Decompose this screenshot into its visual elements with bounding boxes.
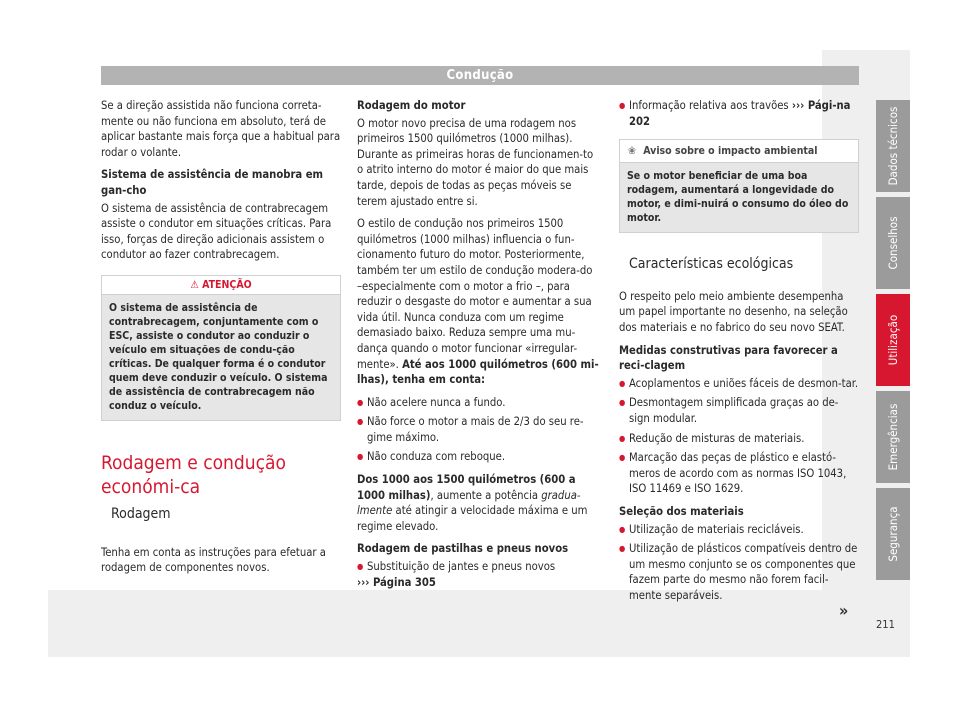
- paragraph-italic: gradua-lmente: [357, 488, 581, 518]
- list-item: ● Não force o motor a mais de 2/3 do seu re-gime máximo.: [357, 414, 599, 445]
- paragraph: O sistema de assistência de contrabrecagem assiste o condutor em situações críticas. Para isso, forças de direção adicionais assistem o condutor ao fazer contrabrecagem.: [101, 201, 332, 262]
- subheading: Rodagem do motor: [357, 99, 466, 112]
- page-reference-link[interactable]: ››› Página 305: [357, 575, 436, 589]
- tab-emergencias[interactable]: Emergências: [876, 391, 910, 483]
- column-2: [357, 98, 599, 594]
- paragraph-text: O estilo de condução nos primeiros 1500 quilómetros (1000 milhas) influencia o fun-cionamento futuro do motor. Posteriormente, também ter um estilo de condução modera-do –especialmente com o motor a frio –, para reduzir o desgaste do motor e aumentar a sua vida útil. Nunca conduza com um regime demasiado baixo. Reduza sempre uma mu-dança quando o motor funcionar «irregular-mente».: [357, 217, 593, 371]
- list-item: [619, 98, 859, 129]
- environment-notice-title: Aviso sobre o impacto ambiental: [643, 145, 818, 158]
- leaf-icon: ❀: [628, 145, 636, 158]
- paragraph: [357, 216, 599, 388]
- paragraph: O motor novo precisa de uma rodagem nos primeiros 1500 quilómetros (1000 milhas). Durante as primeiras horas de funcionamen-to o atrito interno do motor é maior do que mais tarde, depois de todas as peças móveis se terem ajustado entre si.: [357, 116, 594, 208]
- list-item: ● Não conduza com reboque.: [357, 449, 599, 465]
- list-item: ● Marcação das peças de plástico e elastó-meros de acordo com as normas ISO 1043, ISO 11469 e ISO 1629.: [619, 450, 859, 497]
- section-title: Características ecológicas: [629, 256, 794, 273]
- subheading: Rodagem de pastilhas e pneus novos: [357, 542, 569, 556]
- section-subtitle: Rodagem: [111, 505, 171, 522]
- warning-box: [101, 275, 341, 421]
- chapter-header: Condução: [101, 66, 859, 85]
- page-reference-link[interactable]: ››› Pági-na 202: [629, 99, 851, 128]
- subheading: Medidas construtivas para favorecer a reci-clagem: [619, 343, 838, 373]
- list-item: [357, 559, 599, 590]
- tab-conselhos[interactable]: Conselhos: [876, 197, 910, 289]
- warning-text: O sistema de assistência de contrabrecagem, conjuntamente com o ESC, assiste o condutor ao conduzir o veículo em situações de condu-ção críticas. De qualquer forma é o condutor quem deve conduzir o veículo. O sistema de assistência de contrabrecagem não conduz o veículo.: [109, 301, 328, 412]
- list-item-text: Substituição de jantes e pneus novos: [367, 560, 556, 574]
- paragraph-bold: Até aos 1000 quilómetros (600 mi-lhas), tenha em conta:: [357, 357, 599, 387]
- list-item: ● Desmontagem simplificada graças ao de-sign modular.: [619, 395, 859, 426]
- continue-mark: »: [839, 601, 849, 620]
- paragraph: O respeito pelo meio ambiente desempenha um papel importante no desenho, na seleção dos materiais e no fabrico do seu novo SEAT.: [619, 289, 848, 334]
- paragraph: Se a direção assistida não funciona correta-mente ou não funciona em absoluto, terá de aplicar bastante mais força que a habitual para rodar o volante.: [101, 99, 341, 159]
- environment-notice-header: [620, 140, 858, 163]
- paragraph: Tenha em conta as instruções para efetuar a rodagem de componentes novos.: [101, 545, 326, 575]
- environment-notice-text: Se o motor beneficiar de uma boa rodagem, aumentará a longevidade do motor, e dimi-nuirá o consumo do óleo do motor.: [627, 170, 849, 225]
- warning-title: ATENÇÃO: [202, 278, 252, 291]
- column-1: [101, 98, 341, 583]
- list-item: ● Redução de misturas de materiais.: [619, 431, 859, 447]
- warning-triangle-icon: ⚠: [190, 278, 199, 291]
- list-item: ● Utilização de materiais recicláveis.: [619, 522, 859, 538]
- tab-dados-tecnicos[interactable]: Dados técnicos: [876, 100, 910, 192]
- subheading: Seleção dos materiais: [619, 504, 744, 518]
- tab-utilizacao[interactable]: Utilização: [876, 294, 910, 386]
- environment-notice-box: [619, 139, 859, 233]
- list-item: ● Acoplamentos e uniões fáceis de desmon-tar.: [619, 376, 859, 392]
- list-item: ● Utilização de plásticos compatíveis dentro de um mesmo conjunto se os componentes que fazem parte do mesmo não forem facil-mente separáveis.: [619, 541, 859, 603]
- section-title: Rodagem e condução económi-ca: [101, 451, 286, 498]
- subheading: Sistema de assistência de manobra em gan-cho: [101, 168, 324, 197]
- warning-header: [102, 276, 340, 295]
- paragraph-text: até atingir a velocidade máxima e um regime elevado.: [357, 504, 588, 533]
- page-number: 211: [876, 618, 895, 631]
- paragraph: [357, 472, 599, 534]
- tab-seguranca[interactable]: Segurança: [876, 488, 910, 580]
- list-item-text: Informação relativa aos travões: [629, 99, 792, 112]
- paragraph-text: , aumente a potência: [430, 488, 542, 502]
- column-3: [619, 98, 859, 607]
- list-item: ● Não acelere nunca a fundo.: [357, 395, 599, 411]
- paragraph-bold: Dos 1000 aos 1500 quilómetros (600 a 1000 milhas): [357, 473, 576, 502]
